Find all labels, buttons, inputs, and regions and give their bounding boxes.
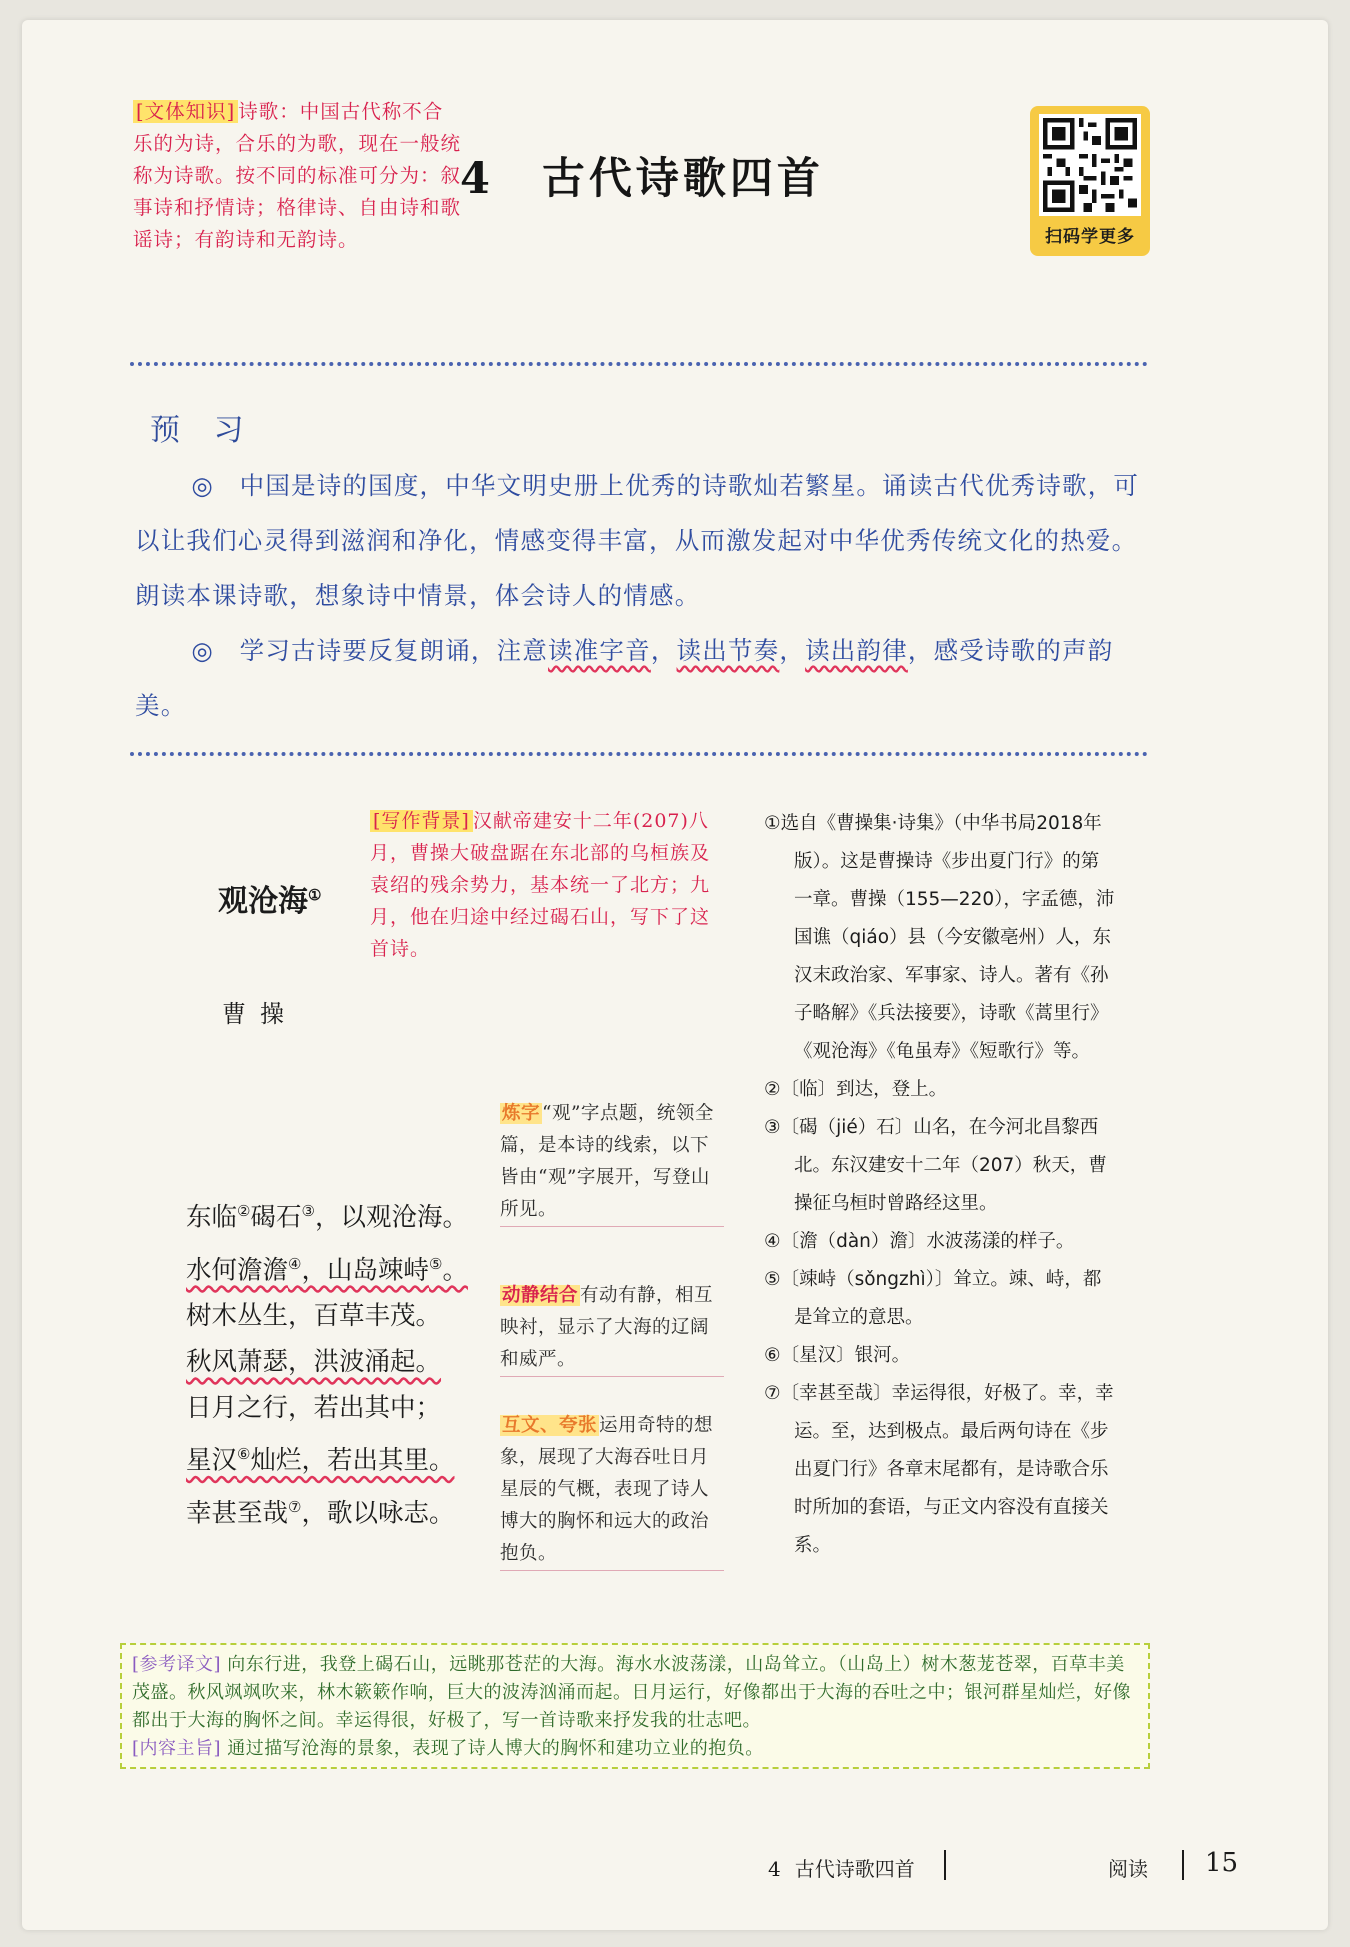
lesson-title: [460, 145, 824, 206]
poem-title-text: 观沧海: [218, 884, 308, 919]
preview-key-pronunciation: 读准字音: [548, 636, 651, 665]
poem-text: 日月之行，若出其中；: [186, 1393, 442, 1423]
poem-author: 曹操: [222, 1000, 298, 1028]
lesson-title-text: 古代诗歌四首: [541, 154, 824, 204]
reference-translation-box: [120, 1643, 1150, 1769]
poem-text: 灿烂，若出其里。: [250, 1445, 455, 1476]
preview-paragraph-2: [135, 623, 1147, 733]
footer-lesson: [768, 1853, 915, 1882]
footnote-marker: ③: [301, 1202, 315, 1220]
genre-knowledge-text: 诗歌：中国古代称不合乐的为诗，合乐的为歌，现在一般统称为诗歌。按不同的标准可分为：叙事诗和抒情诗；格律诗、自由诗和歌谣诗；有韵诗和无韵诗。: [133, 100, 462, 251]
footnote-marker: ⑥: [237, 1445, 251, 1463]
annotation-huwen: [500, 1410, 724, 1571]
footnote-marker: ②: [237, 1202, 251, 1220]
annotation-dongjing: [500, 1280, 724, 1377]
annotation-text: 运用奇特的想象，展现了大海吞吐日月星辰的气概，表现了诗人博大的胸怀和远大的政治抱负。: [500, 1415, 714, 1564]
annotation-label: 动静结合: [502, 1285, 579, 1306]
poem-line-1: [186, 1188, 486, 1241]
translation-tag: [参考译文]: [132, 1654, 222, 1675]
preview-paragraph-1: ◎ 中国是诗的国度，中华文明史册上优秀的诗歌灿若繁星。诵读古代优秀诗歌，可以让我们心灵得到滋润和净化，情感变得丰富，从而激发起对中华优秀传统文化的热爱。朗读本课诗歌，想象诗中情景，体会诗人的情感。: [135, 471, 1140, 610]
writing-background-note: [370, 805, 715, 965]
poem-title: [218, 876, 321, 920]
footnote-6: ⑥〔星汉〕银河。: [764, 1345, 911, 1366]
divider-middle: [130, 752, 1148, 756]
genre-knowledge-tag: [文体知识]: [133, 100, 238, 123]
annotation-text: “观”字点题，统领全篇，是本诗的线索，以下皆由“观”字展开，写登山所见。: [500, 1103, 714, 1220]
lesson-number: 4: [460, 154, 494, 204]
theme-tag: [内容主旨]: [132, 1738, 222, 1759]
footnote-marker: ④: [288, 1254, 302, 1273]
preview-heading: 预 习: [150, 413, 256, 448]
poem-text: 树木丛生，百草丰茂。: [186, 1301, 442, 1331]
page-number: 15: [1205, 1848, 1239, 1878]
annotation-lianzi: [500, 1098, 724, 1227]
qr-label: 扫码学更多: [1045, 227, 1135, 247]
poem-text: 碣石: [250, 1202, 302, 1233]
writing-background-tag: [写作背景]: [370, 810, 473, 832]
poem-text: 东临: [186, 1202, 238, 1233]
footnote-3: ③〔碣（jié）石〕山名，在今河北昌黎西北。东汉建安十二年（207）秋天，曹操征乌桓时曾路经这里。: [764, 1117, 1107, 1214]
preview-text: [135, 458, 1147, 733]
footnote-1: ①选自《曹操集·诗集》（中华书局2018年版）。这是曹操诗《步出夏门行》的第一章。曹操（155—220），字孟德，沛国谯（qiáo）县（今安徽亳州）人，东汉末政治家、军事家、诗人。著有《孙子略解》《兵法接要》，诗歌《蒿里行》《观沧海》《龟虽寿》《短歌行》等。: [764, 813, 1115, 1062]
translation-text: 向东行进，我登上碣石山，远眺那苍茫的大海。海水水波荡漾，山岛耸立。（山岛上）树木葱茏苍翠，百草丰美茂盛。秋风飒飒吹来，林木簌簌作响，巨大的波涛汹涌而起。日月运行，好像都出于大海的吞吐之中；银河群星灿烂，好像都出于大海的胸怀之间。幸运得很，好极了，写一首诗歌来抒发我的壮志吧。: [132, 1654, 1131, 1731]
annotation-text: 有动有静，相互映衬，显示了大海的辽阔和威严。: [500, 1285, 714, 1370]
poem-line-4: [186, 1339, 486, 1385]
divider-top: [130, 362, 1148, 366]
poem-text: ，山岛竦峙: [301, 1255, 429, 1285]
poem-text: ，以观沧海。: [314, 1202, 468, 1233]
poem-body: [186, 1188, 486, 1536]
poem-line-3: [186, 1293, 486, 1339]
footer-divider: [1182, 1850, 1184, 1880]
footer-lesson-number: 4: [768, 1857, 781, 1881]
annotation-label: 炼字: [502, 1103, 541, 1124]
footnote-2: ②〔临〕到达，登上。: [764, 1079, 948, 1100]
poem-text: 秋风萧瑟，洪波涌起。: [186, 1347, 442, 1377]
footnote-marker: ⑦: [288, 1497, 302, 1516]
footnote-4: ④〔澹（dàn）澹〕水波荡漾的样子。: [764, 1231, 1075, 1252]
footnote-7: ⑦〔幸甚至哉〕幸运得很，好极了。幸，幸运。至，达到极点。最后两句诗在《步出夏门行》各章末尾都有，是诗歌合乐时所加的套语，与正文内容没有直接关系。: [764, 1383, 1114, 1556]
annotation-label: 互文、夸张: [502, 1415, 598, 1436]
preview-key-rhyme: 读出韵律: [805, 636, 908, 665]
poem-text: ，歌以咏志。: [301, 1498, 455, 1528]
footnote-marker: ⑤: [428, 1254, 443, 1273]
preview-p2-tail: ，感受诗歌的声韵美。: [135, 636, 1114, 720]
preview-p2-comma: ，: [650, 636, 677, 665]
poem-title-footnote: ①: [308, 886, 322, 904]
footer-lesson-title: 古代诗歌四首: [794, 1857, 915, 1881]
footnotes: [764, 805, 1116, 1565]
footer-section: 阅读: [1108, 1857, 1148, 1881]
preview-p2-comma: ，: [779, 636, 806, 665]
qr-code-icon[interactable]: [1039, 114, 1141, 216]
poem-text: 星汉: [186, 1445, 238, 1476]
poem-text: 水何澹澹: [186, 1255, 289, 1285]
footnote-5: ⑤〔竦峙（sǒngzhì）〕耸立。竦、峙，都是耸立的意思。: [764, 1269, 1102, 1328]
writing-background-text: 汉献帝建安十二年(207)八月，曹操大破盘踞在东北部的乌桓族及袁绍的残余势力，基本统一了北方；九月，他在归途中经过碣石山，写下了这首诗。: [370, 810, 711, 960]
theme-text: 通过描写沧海的景象，表现了诗人博大的胸怀和建功立业的抱负。: [227, 1738, 764, 1759]
poem-line-5: [186, 1385, 486, 1431]
poem-line-2: [186, 1241, 486, 1294]
poem-line-6: [186, 1431, 486, 1484]
genre-knowledge-note: [133, 96, 463, 256]
preview-key-rhythm: 读出节奏: [676, 636, 780, 665]
poem-line-7: [186, 1484, 486, 1537]
qr-code-panel[interactable]: [1030, 106, 1150, 256]
preview-p2-text: ◎ 学习古诗要反复朗诵，注意: [191, 636, 549, 665]
poem-text: 。: [442, 1255, 468, 1285]
poem-text: 幸甚至哉: [186, 1498, 289, 1528]
footer-divider: [944, 1850, 946, 1880]
